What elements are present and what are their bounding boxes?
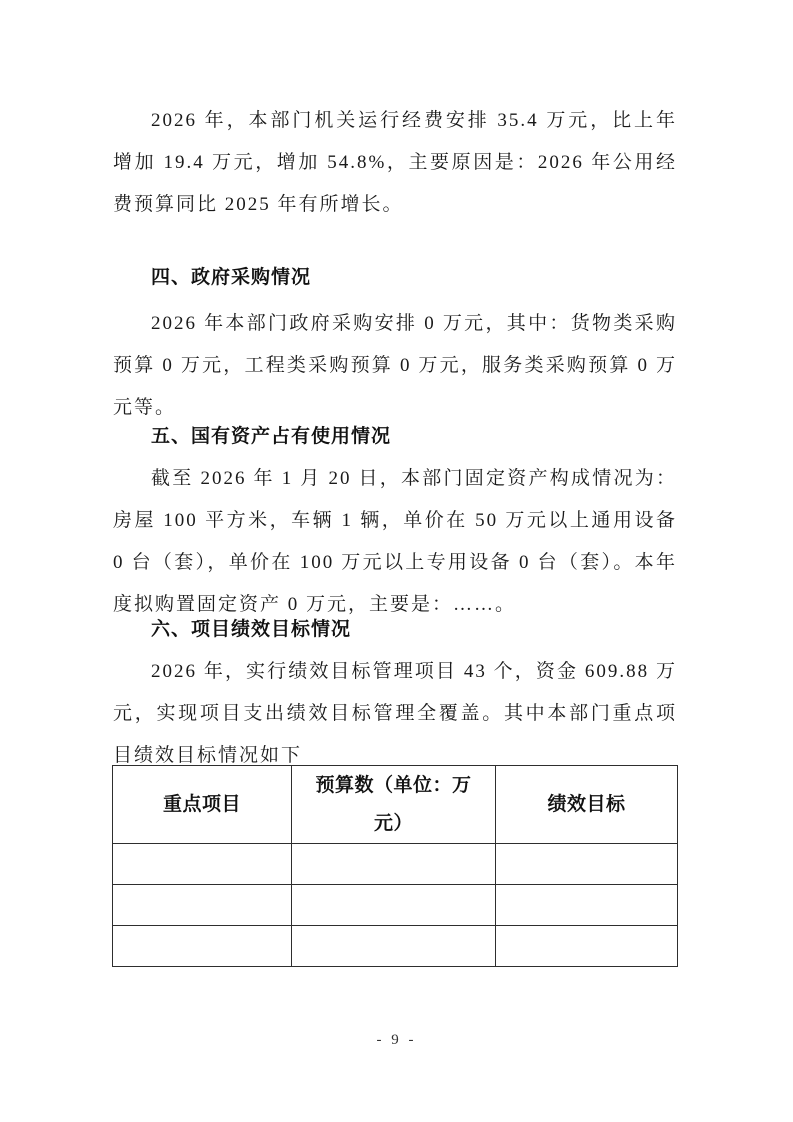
column-header-performance-target: 绩效目标 — [496, 766, 678, 844]
table-header-row — [113, 766, 678, 844]
table-cell — [113, 926, 292, 967]
performance-targets-table — [112, 765, 678, 967]
section-heading-government-procurement: 四、政府采购情况 — [151, 267, 312, 288]
paragraph-state-assets: 截至 2026 年 1 月 20 日，本部门固定资产构成情况为：房屋 100 平方米，车辆 1 辆，单价在 50 万元以上通用设备 0 台（套），单价在 100 万元以上专用设备 0 台（套）。本年度拟购置固定资产 0 万元，主要是：……。 — [113, 468, 677, 615]
column-header-key-project: 重点项目 — [113, 766, 292, 844]
table-row — [113, 844, 678, 885]
table-cell — [292, 885, 496, 926]
paragraph-government-procurement: 2026 年本部门政府采购安排 0 万元，其中：货物类采购预算 0 万元，工程类采购预算 0 万元，服务类采购预算 0 万元等。 — [113, 313, 677, 418]
table-cell — [496, 844, 678, 885]
section-heading-state-assets: 五、国有资产占有使用情况 — [151, 426, 392, 447]
table-cell — [292, 844, 496, 885]
table-cell — [113, 844, 292, 885]
table-cell — [292, 926, 496, 967]
column-header-budget-amount: 预算数（单位：万元） — [292, 766, 496, 844]
table-cell — [496, 926, 678, 967]
table-row — [113, 926, 678, 967]
section-heading-performance-targets: 六、项目绩效目标情况 — [151, 619, 352, 640]
paragraph-performance-targets: 2026 年，实行绩效目标管理项目 43 个，资金 609.88 万元，实现项目支出绩效目标管理全覆盖。其中本部门重点项目绩效目标情况如下 — [113, 661, 677, 766]
table-cell — [113, 885, 292, 926]
table-row — [113, 885, 678, 926]
table-cell — [496, 885, 678, 926]
page-number: - 9 - — [376, 1032, 417, 1048]
paragraph-running-costs: 2026 年，本部门机关运行经费安排 35.4 万元，比上年增加 19.4 万元，增加 54.8%，主要原因是：2026 年公用经费预算同比 2025 年有所增长。 — [113, 110, 677, 215]
